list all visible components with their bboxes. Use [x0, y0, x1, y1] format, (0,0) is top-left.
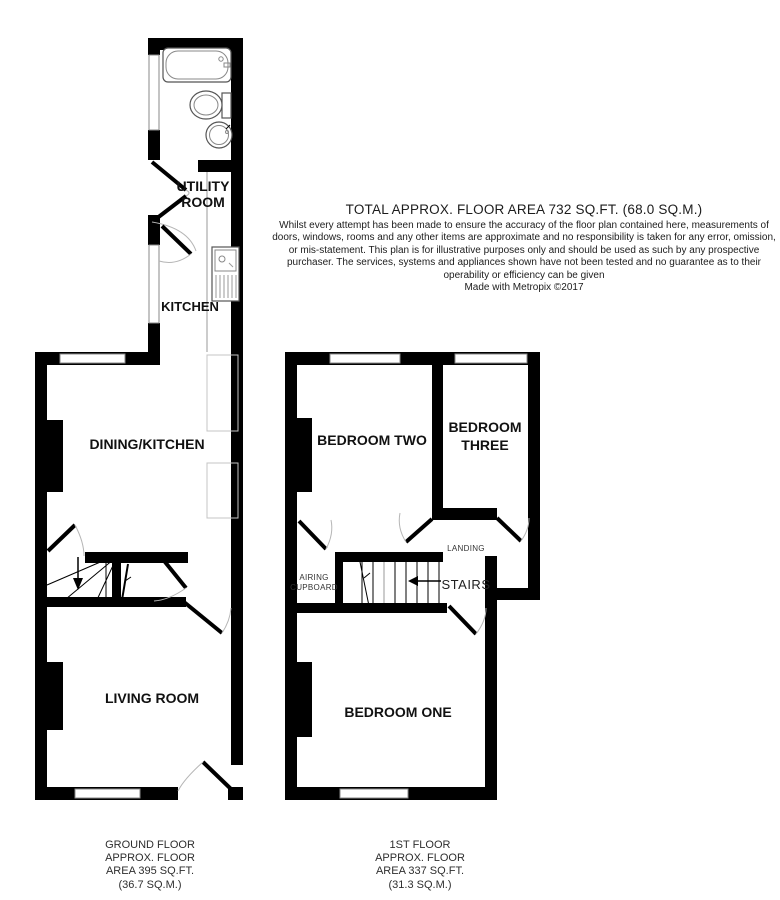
chimney-breast [297, 662, 312, 737]
landing-label: LANDING [447, 544, 485, 553]
door [48, 525, 84, 556]
bedroom-two-label: BEDROOM TWO [317, 432, 427, 448]
window [149, 245, 159, 323]
window [75, 789, 140, 798]
dining-kitchen-label: DINING/KITCHEN [89, 436, 205, 452]
living-room-label: LIVING ROOM [104, 690, 200, 706]
window [455, 354, 527, 363]
utility-room-label: UTILITY [176, 178, 230, 194]
bedroom-three-label: BEDROOM [448, 419, 522, 435]
door [122, 564, 131, 600]
door [449, 606, 486, 634]
door [299, 520, 332, 549]
stairs-ground [47, 557, 117, 604]
door [159, 226, 191, 262]
stairs-label: STAIRS [441, 577, 491, 592]
chimney-breast [47, 662, 63, 730]
airing-cupboard-label: CUPBOARD [290, 583, 338, 592]
utility-room-label: ROOM [181, 194, 225, 210]
disclaimer-text: Whilst every attempt has been made to ensure the accuracy of the floor plan contained here, measurements of doors, windows, rooms and any other items are approximate and no responsibility is taken for any error, omission, or mis-statement. This plan is for illustrative purposes only and should be used as such by any prospective purchaser. The services, systems and appliances shown have not been tested and no guarantee as to their operability or efficiency can be given [272, 220, 776, 281]
door [399, 513, 432, 542]
first-floor-plan [285, 352, 540, 800]
metropix-credit: Made with Metropix ©2017 [464, 282, 584, 294]
bathtub-icon [163, 48, 231, 82]
airing-cupboard-label: AIRING [299, 573, 329, 582]
door [154, 557, 186, 601]
kitchen-label: KITCHEN [161, 299, 219, 314]
first-floor-caption: 1ST FLOOR APPROX. FLOOR AREA 337 SQ.FT. (31.3 SQ.M.) [375, 839, 465, 891]
toilet-icon [190, 91, 231, 119]
window [60, 354, 125, 363]
window [149, 55, 159, 130]
total-floor-area-title: TOTAL APPROX. FLOOR AREA 732 SQ.FT. (68.0 SQ.M.) [345, 202, 703, 217]
door [184, 602, 231, 633]
chimney-breast [47, 420, 63, 492]
door [497, 518, 529, 541]
ground-floor-caption: GROUND FLOOR APPROX. FLOOR AREA 395 SQ.FT. (36.7 SQ.M.) [105, 839, 195, 891]
left-arrow-icon [408, 576, 441, 586]
basin-icon [206, 122, 232, 148]
front-door [178, 762, 232, 791]
bedroom-one-label: BEDROOM ONE [344, 704, 452, 720]
bedroom-three-label: THREE [461, 437, 509, 453]
window [330, 354, 400, 363]
window [340, 789, 408, 798]
ground-floor-plan [35, 38, 243, 800]
chimney-breast [297, 418, 312, 492]
kitchen-sink-icon [212, 247, 239, 301]
